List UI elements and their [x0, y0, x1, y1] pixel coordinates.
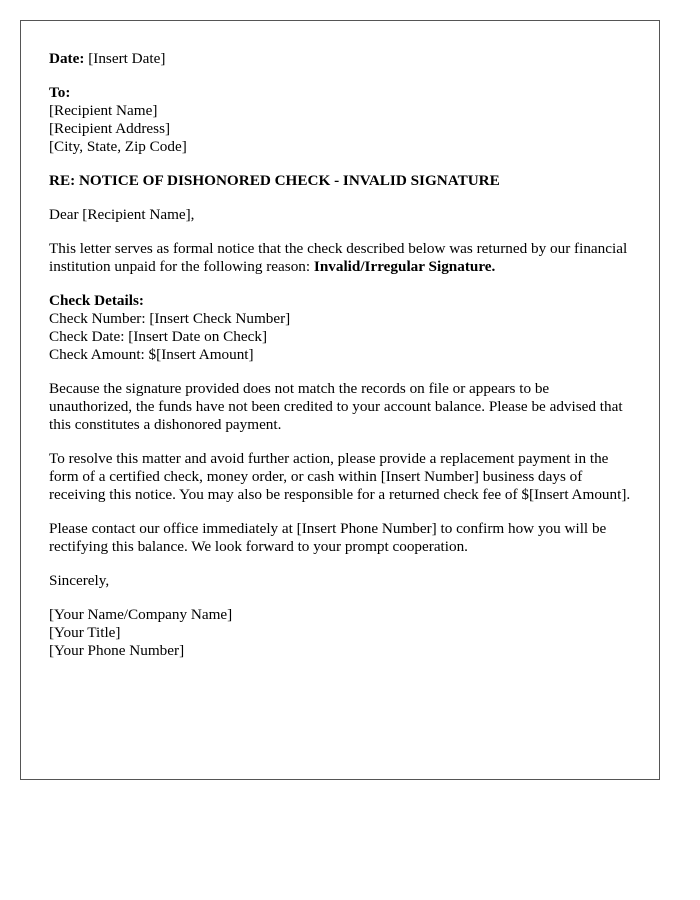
salutation: Dear [Recipient Name],: [49, 206, 195, 223]
sign-off: Sincerely,: [49, 572, 110, 589]
recipient-name: [Recipient Name]: [49, 102, 158, 119]
recipient-block: [49, 84, 631, 156]
sender-title: [Your Title]: [49, 624, 121, 641]
date-label: Date:: [49, 50, 85, 67]
intro-paragraph: [49, 240, 631, 276]
to-label: To:: [49, 84, 71, 101]
sender-phone: [Your Phone Number]: [49, 642, 185, 659]
check-details-block: [49, 292, 631, 364]
date-value: [Insert Date]: [88, 50, 166, 67]
check-number: Check Number: [Insert Check Number]: [49, 310, 291, 327]
recipient-city: [City, State, Zip Code]: [49, 138, 187, 155]
subject-line: RE: NOTICE OF DISHONORED CHECK - INVALID SIGNATURE: [49, 172, 500, 189]
intro-text: This letter serves as formal notice that the check described below was returned by our financial institution unpaid for the following reason:: [49, 240, 628, 275]
resolution-paragraph: To resolve this matter and avoid further action, please provide a replacement payment in the form of a certified check, money order, or cash within [Insert Number] business days of receiving this notice. You may also be responsible for a returned check fee of $[Insert Amount].: [49, 450, 631, 503]
check-date: Check Date: [Insert Date on Check]: [49, 328, 268, 345]
recipient-address: [Recipient Address]: [49, 120, 171, 137]
sender-name: [Your Name/Company Name]: [49, 606, 233, 623]
check-details-heading: Check Details:: [49, 292, 144, 309]
letter-page: [20, 20, 660, 780]
signature-block: [49, 606, 631, 660]
date-line: [49, 50, 631, 68]
contact-paragraph: Please contact our office immediately at [Insert Phone Number] to confirm how you will be rectifying this balance. We look forward to your prompt cooperation.: [49, 520, 607, 555]
signature-issue-paragraph: Because the signature provided does not match the records on file or appears to be unauthorized, the funds have not been credited to your account balance. Please be advised that this constitutes a dishonored payment.: [49, 380, 623, 433]
intro-reason: Invalid/Irregular Signature.: [313, 258, 496, 275]
check-amount: Check Amount: $[Insert Amount]: [49, 346, 254, 363]
